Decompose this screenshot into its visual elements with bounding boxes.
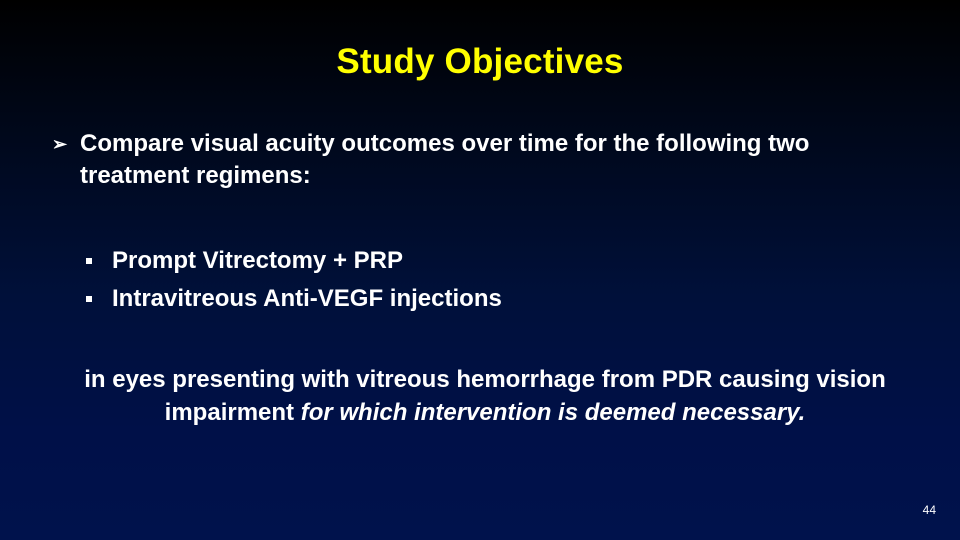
slide-title: Study Objectives (336, 42, 624, 81)
closing-text: in eyes presenting with vitreous hemorrhage from PDR causing vision impairment (84, 366, 886, 426)
closing-statement (40, 363, 930, 429)
closing-italic-text: for which intervention is deemed necessary. (300, 399, 806, 426)
list-item (86, 242, 786, 280)
page-number: 44 (922, 503, 936, 517)
list-item (86, 280, 786, 318)
list-item-label: Intravitreous Anti-VEGF injections (112, 285, 502, 312)
treatment-list (86, 242, 786, 318)
square-bullet-icon (86, 296, 92, 302)
main-bullet (52, 128, 912, 192)
list-item-label: Prompt Vitrectomy + PRP (112, 247, 403, 274)
square-bullet-icon (86, 258, 92, 264)
main-bullet-text: Compare visual acuity outcomes over time for the following two treatment regimens: (80, 130, 810, 189)
arrow-bullet-icon: ➢ (52, 134, 68, 154)
